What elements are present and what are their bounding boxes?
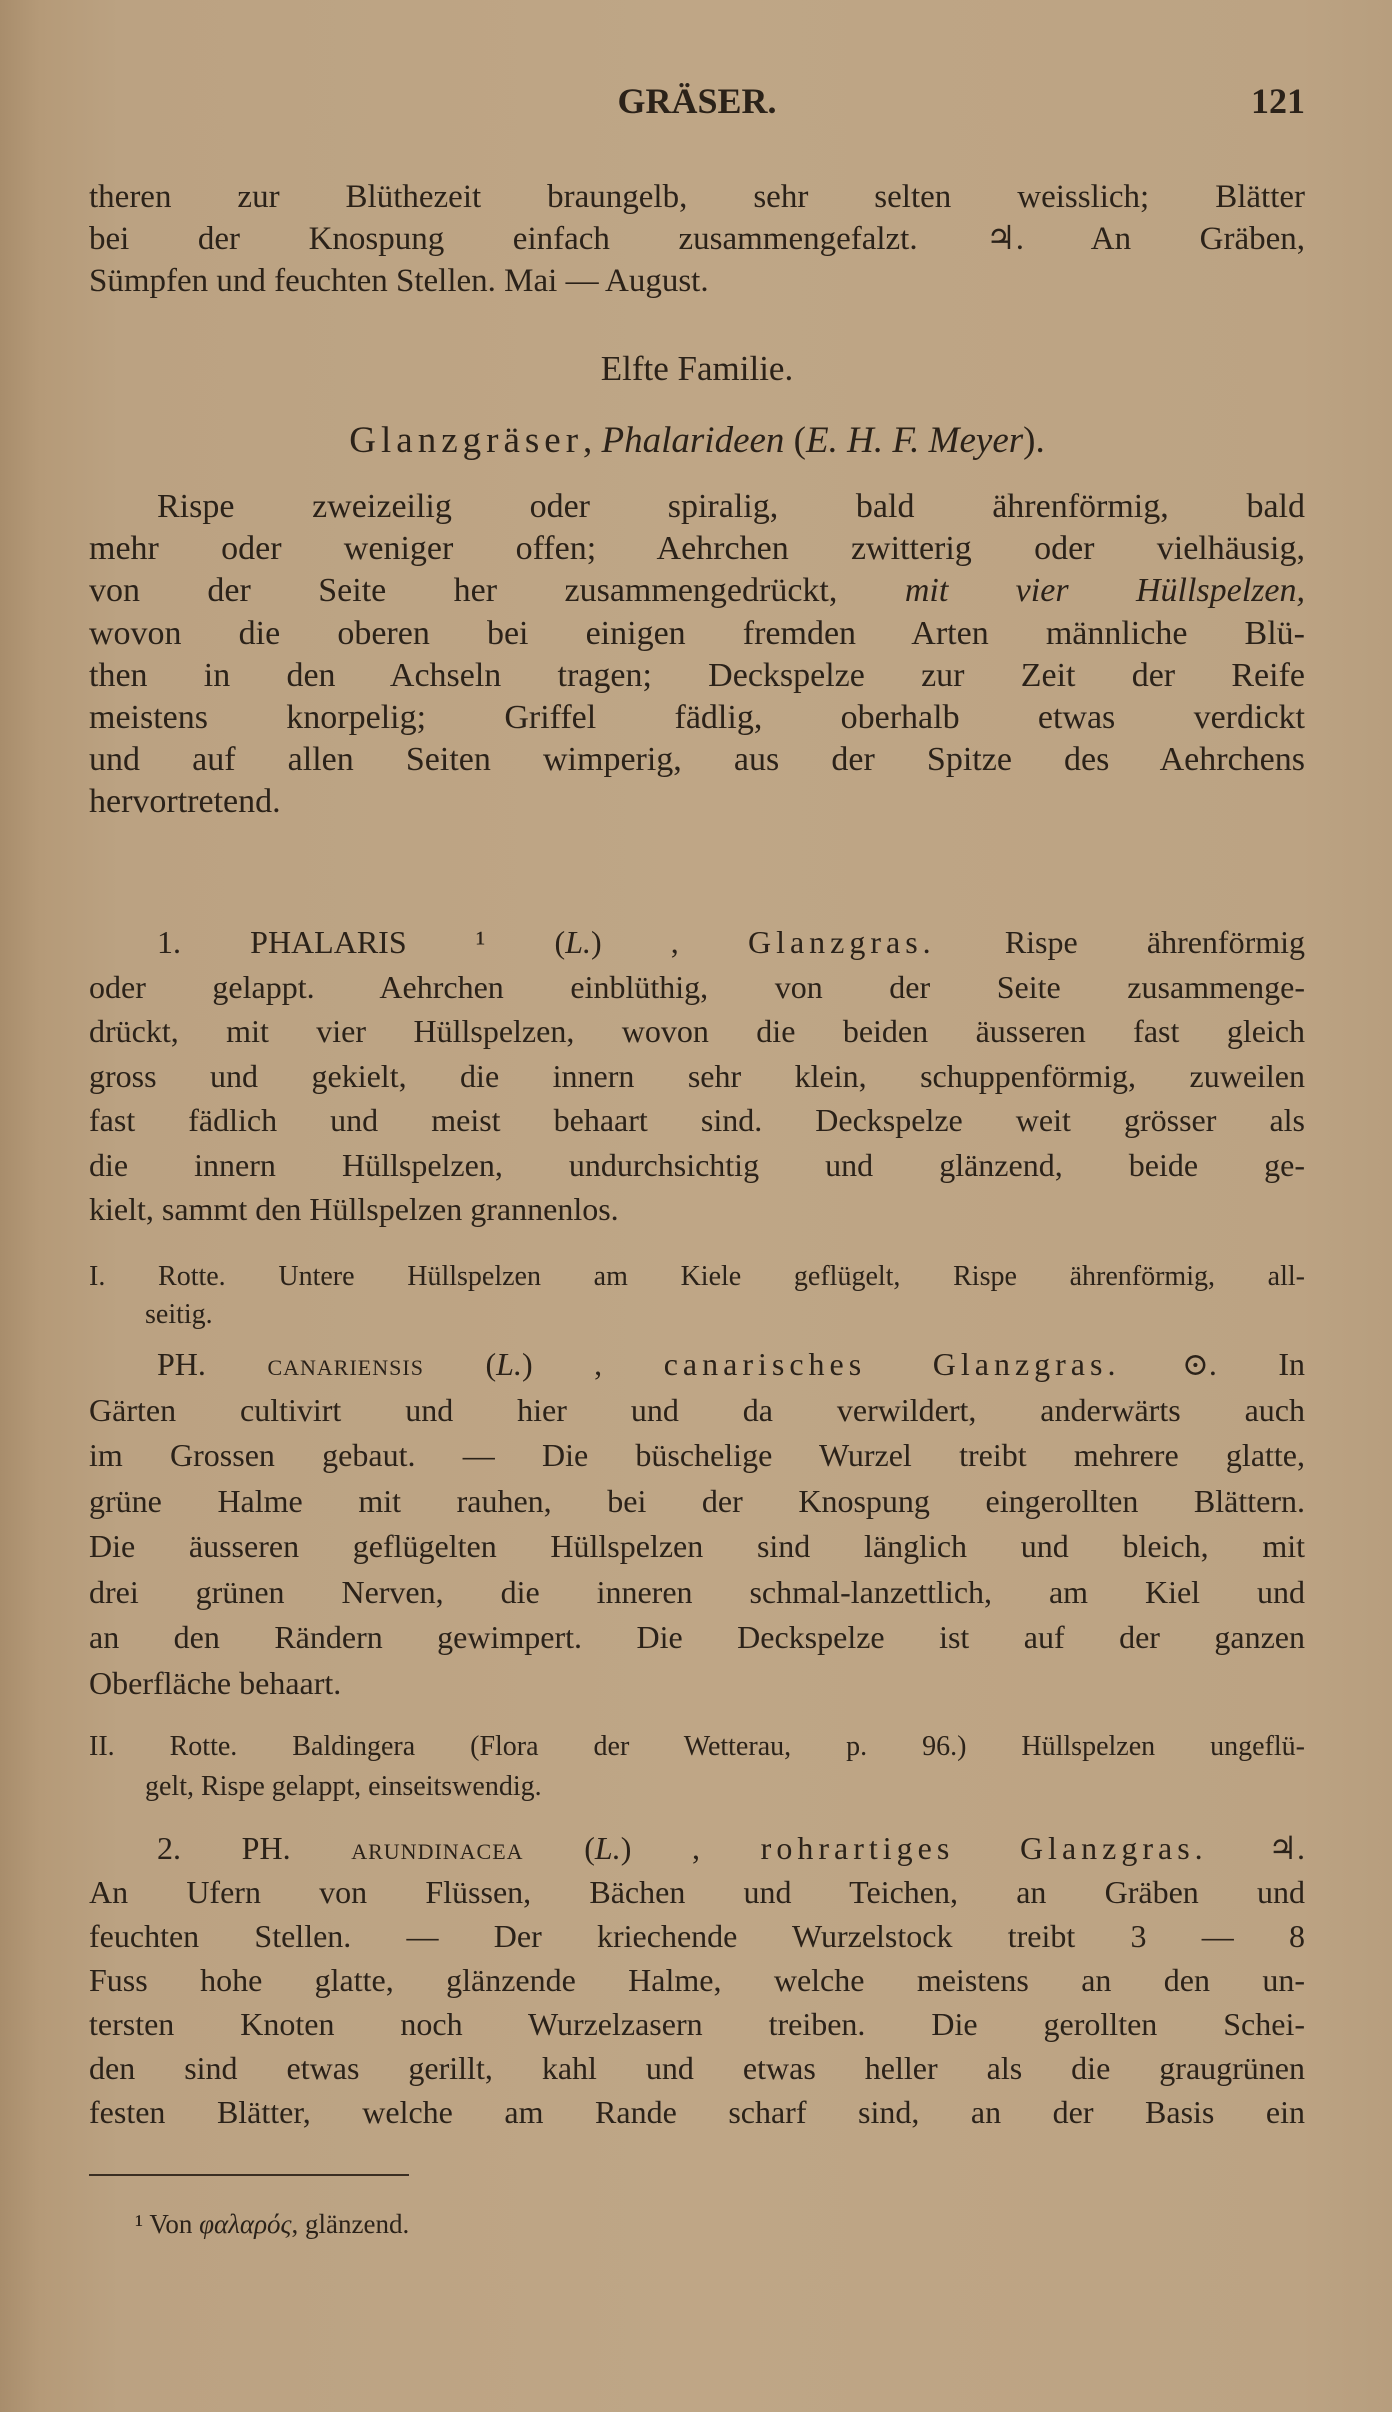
- text-line: [89, 2090, 1305, 2134]
- text-line: [89, 1870, 1305, 1914]
- text-segment: (: [423, 1346, 497, 1382]
- text-line: [89, 1826, 1305, 1870]
- species-canariensis: [89, 1342, 1305, 1706]
- text-segment: an den Rändern gewimpert. Die Deckspelze ist auf der ganzen: [89, 1619, 1305, 1655]
- spaced-text: canarisches Glanzgras.: [663, 1346, 1121, 1382]
- text-line: [89, 920, 1305, 965]
- text-segment: 1. PHALARIS ¹ (: [157, 924, 566, 960]
- text-segment: Die äusseren geflügelten Hüllspelzen sind länglich und bleich, mit: [89, 1528, 1305, 1564]
- italic-text: Phalarideen: [601, 420, 785, 461]
- text-line: [89, 1727, 1305, 1767]
- text-segment: ) ,: [521, 1346, 664, 1382]
- page-number: 121: [1251, 81, 1305, 121]
- spaced-text: Glanzgras.: [747, 924, 936, 960]
- text-segment: ).: [1023, 420, 1045, 461]
- text-segment: die innern Hüllspelzen, undurchsichtig und glänzend, beide ge-: [89, 1146, 1305, 1183]
- italic-text: L.: [594, 1830, 621, 1866]
- text-line: [89, 1098, 1305, 1143]
- text-segment: kielt, sammt den Hüllspelzen grannenlos.: [89, 1191, 619, 1227]
- text-line: [89, 1342, 1305, 1388]
- text-line: [89, 346, 1305, 392]
- text-segment: Elfte Familie.: [600, 349, 794, 388]
- text-line: [89, 2002, 1305, 2046]
- text-segment: I. Rotte. Untere Hüllspelzen am Kiele geflügelt, Rispe ährenförmig, all-: [89, 1261, 1305, 1292]
- small-caps-text: canariensis: [267, 1346, 424, 1382]
- text-segment: hervortretend.: [89, 783, 281, 821]
- text-segment: (: [523, 1830, 595, 1866]
- text-segment: ) ,: [620, 1830, 761, 1866]
- text-line: [89, 1661, 1305, 1707]
- text-segment: den sind etwas gerillt, kahl und etwas heller als die graugrünen: [89, 2050, 1305, 2086]
- text-line: [89, 486, 1305, 528]
- text-line: [89, 1914, 1305, 1958]
- text-line: [89, 1258, 1305, 1296]
- text-segment: ♃.: [1207, 1830, 1306, 1866]
- text-line: [89, 1296, 1305, 1334]
- italic-text: L.: [496, 1346, 522, 1382]
- text-line: [89, 613, 1305, 655]
- small-caps-text: arundinacea: [351, 1830, 524, 1866]
- text-segment: tersten Knoten noch Wurzelzasern treiben. Die gerollten Schei-: [89, 2006, 1305, 2042]
- text-line: [89, 1143, 1305, 1188]
- family-heading: [89, 346, 1305, 392]
- text-segment: gross und gekielt, die innern sehr klein, schuppenförmig, zuweilen: [89, 1057, 1305, 1094]
- text-line: [89, 1054, 1305, 1099]
- text-line: [89, 655, 1305, 697]
- text-segment: festen Blätter, welche am Rande scharf sind, an der Basis ein: [89, 2094, 1305, 2130]
- text-segment: Sümpfen und feuchten Stellen. Mai — August.: [89, 263, 709, 299]
- footnote: [135, 2204, 1351, 2244]
- italic-text: φαλαρός: [199, 2209, 292, 2239]
- text-segment: feuchten Stellen. — Der kriechende Wurzelstock treibt 3 — 8: [89, 1918, 1305, 1954]
- text-segment: gelt, Rispe gelappt, einseitswendig.: [145, 1771, 542, 1802]
- text-segment: und auf allen Seiten wimperig, aus der Spitze des Aehrchens: [89, 741, 1305, 779]
- paragraph-continuation: [89, 176, 1305, 302]
- text-segment: ⊙. In: [1120, 1346, 1306, 1382]
- text-line: [89, 1615, 1305, 1661]
- text-segment: seitig.: [145, 1299, 213, 1330]
- text-segment: von der Seite her zusammengedrückt,: [89, 572, 905, 610]
- text-line: [89, 1958, 1305, 2002]
- text-segment: PH.: [157, 1346, 268, 1382]
- text-segment: drei grünen Nerven, die inneren schmal-lanzettlich, am Kiel und: [89, 1573, 1305, 1610]
- text-segment: meistens knorpelig; Griffel fädlig, oberhalb etwas verdickt: [89, 699, 1305, 737]
- text-line: [89, 1524, 1305, 1570]
- text-line: [89, 1009, 1305, 1054]
- text-line: [89, 1388, 1305, 1434]
- text-segment: Rispe zweizeilig oder spiralig, bald ährenförmig, bald: [157, 488, 1305, 525]
- italic-text: mit vier Hüllspelzen,: [904, 572, 1306, 610]
- text-line: [89, 697, 1305, 739]
- italic-text: E. H. F. Meyer: [806, 420, 1024, 461]
- text-segment: Gärten cultivirt und hier und da verwildert, anderwärts auch: [89, 1391, 1305, 1428]
- text-segment: im Grossen gebaut. — Die büschelige Wurzel treibt mehrere glatte,: [89, 1437, 1305, 1473]
- spaced-text: rohrartiges Glanzgras.: [760, 1830, 1208, 1866]
- footnote-rule: [89, 2174, 409, 2176]
- text-segment: , glänzend.: [291, 2209, 410, 2239]
- text-line: [89, 2046, 1305, 2090]
- text-line: [89, 528, 1305, 570]
- text-line: [89, 739, 1305, 781]
- text-line: [89, 781, 1305, 823]
- text-line: [89, 1187, 1305, 1232]
- spaced-text: Glanzgräser: [349, 420, 584, 461]
- text-line: [89, 416, 1305, 466]
- text-line: [89, 570, 1305, 612]
- text-line: [89, 218, 1305, 260]
- species-arundinacea: [89, 1826, 1305, 2134]
- text-segment: drückt, mit vier Hüllspelzen, wovon die beiden äusseren fast gleich: [89, 1013, 1305, 1049]
- text-line: [89, 176, 1305, 218]
- text-line: [89, 260, 1305, 302]
- text-line: [135, 2204, 1351, 2244]
- text-line: [89, 1433, 1305, 1479]
- text-line: [89, 1570, 1305, 1616]
- family-subheading: [89, 416, 1305, 466]
- text-segment: ¹ Von: [135, 2209, 200, 2239]
- text-segment: Oberfläche behaart.: [89, 1664, 342, 1701]
- text-segment: bei der Knospung einfach zusammengefalzt. ♃. An Gräben,: [89, 221, 1305, 257]
- text-line: [89, 1479, 1305, 1525]
- text-segment: (: [784, 420, 806, 461]
- rotte-1: [89, 1258, 1305, 1334]
- text-line: [89, 1767, 1305, 1807]
- text-segment: 2. PH.: [157, 1830, 352, 1866]
- text-line: [89, 965, 1305, 1010]
- text-segment: fast fädlich und meist behaart sind. Deckspelze weit grösser als: [89, 1102, 1305, 1138]
- family-description: [89, 486, 1305, 824]
- text-segment: ) ,: [590, 924, 748, 960]
- text-segment: then in den Achseln tragen; Deckspelze zur Zeit der Reife: [89, 656, 1305, 694]
- text-segment: Fuss hohe glatte, glänzende Halme, welche meistens an den un-: [89, 1962, 1305, 1998]
- rotte-2: [89, 1727, 1305, 1807]
- text-segment: Rispe ährenförmig: [935, 924, 1306, 960]
- text-segment: grüne Halme mit rauhen, bei der Knospung eingerollten Blättern.: [89, 1482, 1305, 1519]
- running-header: [89, 80, 1305, 130]
- text-segment: wovon die oberen bei einigen fremden Arten männliche Blü-: [89, 614, 1305, 652]
- italic-text: L.: [565, 924, 591, 960]
- text-segment: ,: [583, 420, 602, 461]
- genus-phalaris: [89, 920, 1305, 1232]
- text-segment: An Ufern von Flüssen, Bächen und Teichen, an Gräben und: [89, 1874, 1305, 1910]
- text-segment: theren zur Blüthezeit braungelb, sehr selten weisslich; Blätter: [89, 179, 1305, 215]
- text-segment: II. Rotte. Baldingera (Flora der Wetterau, p. 96.) Hüllspelzen ungeflü-: [89, 1731, 1305, 1762]
- running-title: GRÄSER.: [617, 81, 777, 121]
- text-segment: mehr oder weniger offen; Aehrchen zwitterig oder vielhäusig,: [89, 530, 1305, 568]
- text-segment: oder gelappt. Aehrchen einblüthig, von der Seite zusammenge-: [89, 968, 1305, 1005]
